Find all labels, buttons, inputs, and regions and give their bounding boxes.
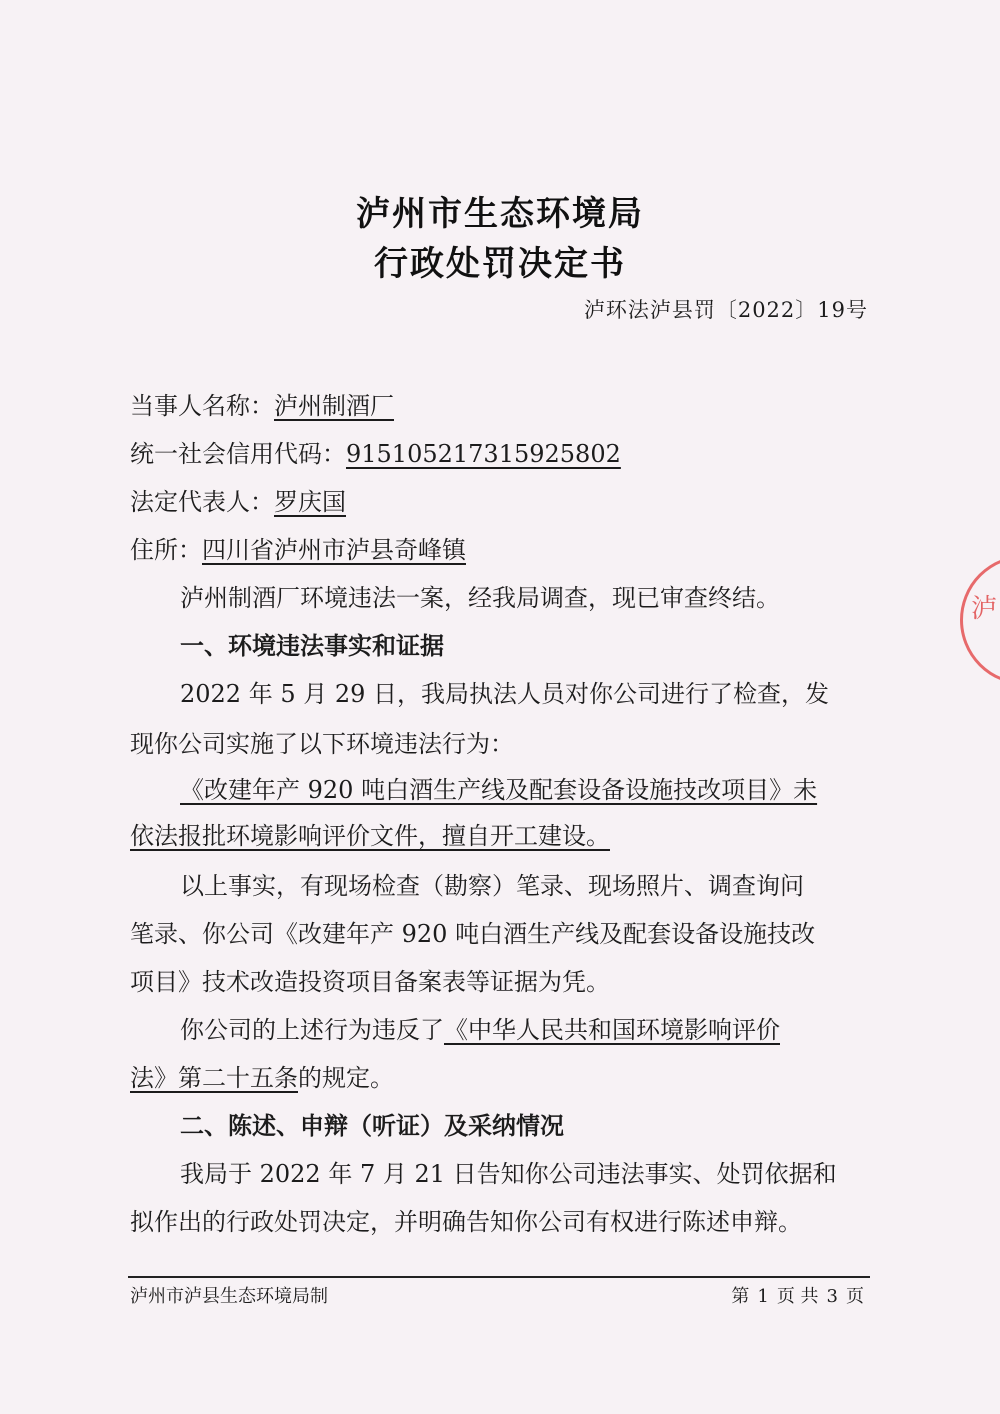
- issuer-title: 泸州市生态环境局: [356, 194, 644, 234]
- violation-line-2: [130, 820, 870, 852]
- violation-text-1: 《改建年产 920 吨白酒生产线及配套设备设施技改项目》未: [180, 776, 818, 804]
- legal-rep-row: [130, 486, 870, 518]
- credit-code-value: 915105217315925802: [346, 440, 621, 468]
- intro-paragraph: 泸州制酒厂环境违法一案，经我局调查，现已审查终结。: [180, 584, 780, 612]
- page-suffix: 页: [846, 1286, 864, 1307]
- party-name-value: 泸州制酒厂: [274, 392, 394, 420]
- notice-line-1: 我局于 2022 年 7 月 21 日告知你公司违法事实、处罚依据和: [180, 1160, 837, 1188]
- address-label: 住所：: [130, 536, 202, 564]
- page-prefix: 第: [731, 1286, 750, 1307]
- law-line-2: [130, 1062, 870, 1094]
- page-mid: 页 共: [776, 1286, 819, 1307]
- document-title: 行政处罚决定书: [374, 244, 626, 284]
- party-name-row: [130, 390, 870, 422]
- footer-divider: [128, 1276, 870, 1278]
- credit-code-row: [130, 438, 870, 470]
- official-seal: 泸: [960, 555, 1000, 685]
- section-heading-2: 二、陈述、申辩（听证）及采纳情况: [180, 1112, 564, 1140]
- law-line-1-text: 你公司的上述行为违反了: [180, 1016, 444, 1044]
- document-number: 泸环法泸县罚〔2022〕19号: [583, 298, 868, 322]
- page-total: 3: [826, 1286, 838, 1307]
- evidence-line-3: 项目》技术改造投资项目备案表等证据为凭。: [130, 968, 610, 996]
- facts-line-2: 现你公司实施了以下环境违法行为：: [130, 730, 514, 758]
- evidence-line-2: 笔录、你公司《改建年产 920 吨白酒生产线及配套设备设施技改: [130, 920, 816, 948]
- facts-line-1: 2022 年 5 月 29 日，我局执法人员对你公司进行了检查，发: [180, 680, 830, 708]
- page-current: 1: [757, 1286, 769, 1307]
- page-indicator: [727, 1282, 868, 1308]
- credit-code-label: 统一社会信用代码：: [130, 440, 346, 468]
- address-row: [130, 534, 870, 566]
- law-name-part-2: 法》第二十五条: [130, 1064, 298, 1092]
- legal-rep-value: 罗庆国: [274, 488, 346, 516]
- notice-line-2: 拟作出的行政处罚决定，并明确告知你公司有权进行陈述申辩。: [130, 1208, 802, 1236]
- address-value: 四川省泸州市泸县奇峰镇: [202, 536, 466, 564]
- law-name-part-1: 《中华人民共和国环境影响评价: [444, 1016, 780, 1044]
- evidence-line-1: 以上事实，有现场检查（勘察）笔录、现场照片、调查询问: [180, 872, 804, 900]
- violation-text-2: 依法报批环境影响评价文件，擅自开工建设。: [130, 822, 610, 850]
- legal-rep-label: 法定代表人：: [130, 488, 274, 516]
- violation-line-1: [180, 774, 870, 806]
- party-name-label: 当事人名称：: [130, 392, 274, 420]
- law-line-2-text: 的规定。: [298, 1064, 394, 1092]
- section-heading-1: 一、环境违法事实和证据: [180, 632, 444, 660]
- law-line-1: [180, 1014, 870, 1046]
- footer-issuer: 泸州市泸县生态环境局制: [130, 1286, 328, 1307]
